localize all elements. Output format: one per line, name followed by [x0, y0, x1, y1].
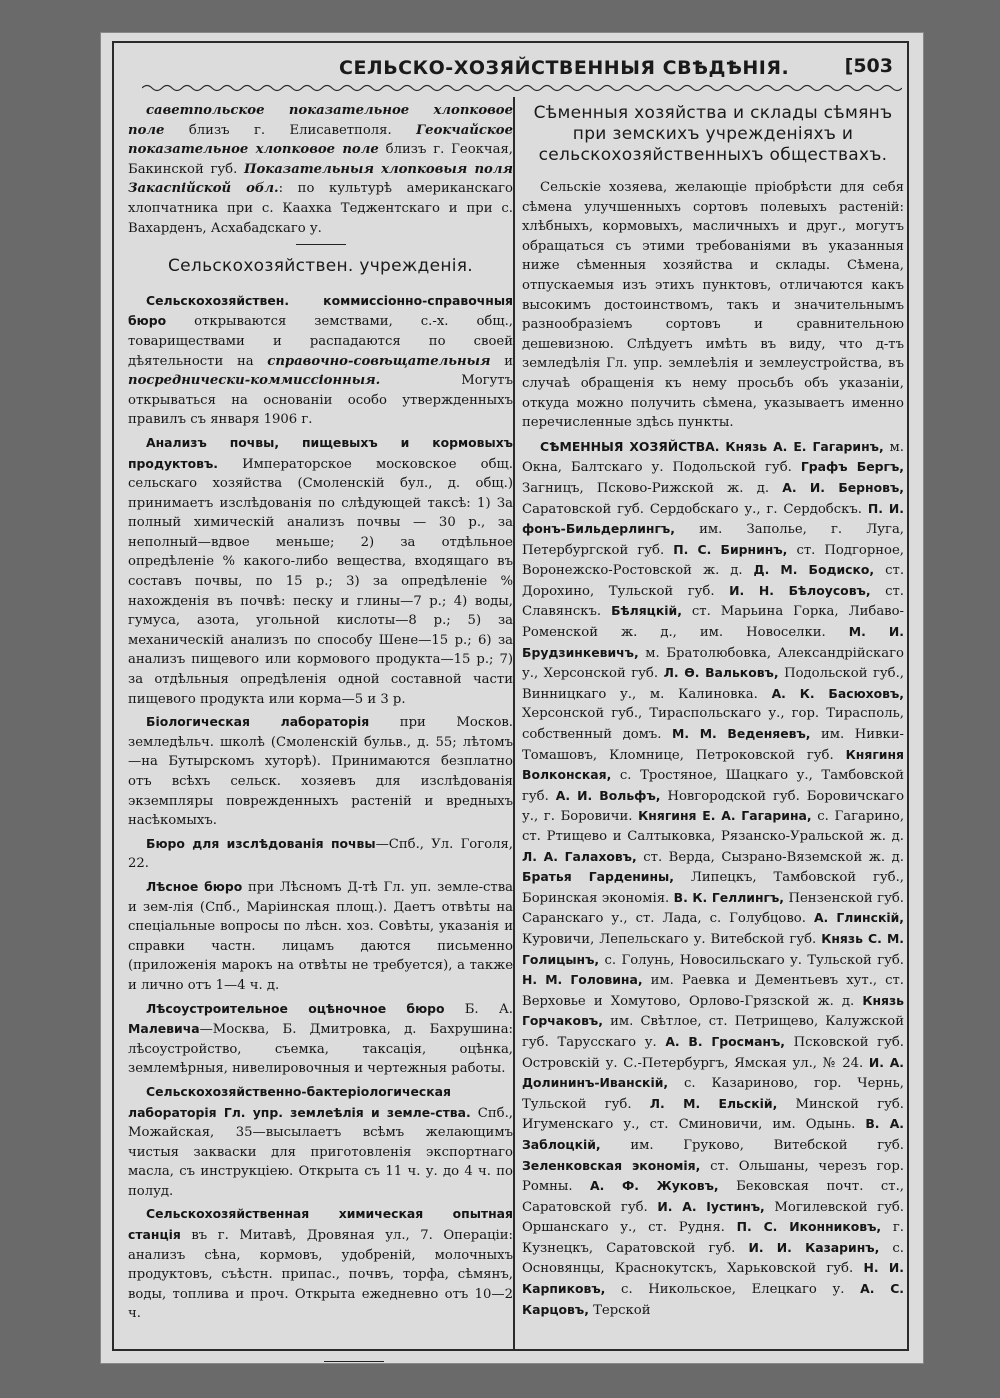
text-run: близъ г. Геокчая, Бакинской губ.: [128, 142, 513, 177]
text-run: Могутъ открываться на основаніи особо утвержденныхъ правилъ съ января 1906 г.: [128, 373, 513, 428]
italic-run: справочно-совѣщательныя: [267, 353, 491, 369]
bold-run: Сельскохозяйственная химическая опытная станція: [128, 1206, 513, 1243]
bold-run: А. С. Карцовъ,: [522, 1281, 904, 1317]
bold-run: Князь Горчаковъ,: [522, 992, 904, 1029]
text-run: ст. Славянскъ.: [522, 583, 904, 620]
text-run: ст. Верда, Сызрано-Вяземской ж. д.: [636, 849, 904, 865]
text-run: : по культурѣ американскаго хлопчатника при с. Каахка Теджентскаго и при с. Вахарденъ, Асхабадскаго у.: [128, 181, 513, 236]
text-run: ст. Дорохино, Тульской губ.: [522, 563, 905, 599]
bold-run: А. Ф. Жуковъ,: [590, 1178, 719, 1194]
intro-paragraph: [128, 101, 513, 238]
text-run: Подольской губ., Винницкаго у., м. Калиновка.: [522, 666, 904, 702]
right-intro-paragraph: Сельскіе хозяева, желающіе пріобрѣсти для себя сѣмена улучшенныхъ сортовъ полевыхъ растеній: хлѣбныхъ, кормовыхъ, масличныхъ и друг., могутъ обращаться съ этими требованіями въ указанныя ниже сѣменныя хозяйства и склады. Сѣмена, отпускаемыя изъ этихъ пунктовъ, отличаются какъ высокимъ достоинствомъ, такъ и значительнымъ разнообразіемъ сортовъ и сравнительною дешевизною. Слѣдуетъ имѣть въ виду, что д-тъ земледѣлія Гл. упр. землеѣлія и землеустройства, въ случаѣ обращенія къ нему просьбъ объ указаніи, откуда можно получить сѣмена, указываетъ именно перечисленные здѣсь пункты.: [522, 180, 904, 431]
text-run: ст. Подгорное, Воронежско-Ростовской ж. д.: [522, 542, 904, 579]
bold-run: Бюро для изслѣдованія почвы: [146, 835, 376, 851]
wavy-rule: [142, 83, 902, 93]
entry-paragraph: [128, 1204, 513, 1324]
page-number: [503: [844, 55, 893, 77]
text-run: и: [490, 353, 513, 369]
bold-run: В. К. Геллингъ,: [673, 889, 785, 905]
book-page: [101, 33, 923, 1363]
page-frame: [112, 41, 909, 1351]
bold-run: Княгиня Волконская,: [522, 746, 904, 783]
text-run: г. Кузнецкъ, Саратовской губ.: [522, 1220, 905, 1256]
bold-run: Малевича: [128, 1021, 200, 1037]
bold-run: Братья Гарденины,: [522, 869, 674, 885]
text-run: им. Свѣтлое, ст. Петрищево, Калужской губ. Тарусскаго у.: [522, 1014, 904, 1050]
text-run: Пензенской губ. Саранскаго у., ст. Лада, с. Голубцово.: [522, 890, 904, 927]
bold-run: Графъ Бергъ,: [800, 459, 904, 475]
bold-run: Княгиня Е. А. Гагарина,: [638, 808, 812, 824]
entry-paragraph: [128, 1082, 513, 1202]
text-run: при Москов. земледѣльч. школѣ (Смоленскій бульв., д. 55; лѣтомъ—на Бутырскомъ хуторѣ). Принимаются безплатно отъ всѣхъ сельск. хозяевъ для изслѣдованія экземпляры поврежденныхъ растеній и вредныхъ насѣкомыхъ.: [128, 715, 513, 829]
running-header: [114, 49, 907, 85]
text-run: Липецкъ, Тамбовской губ., Боринская экономія.: [522, 870, 904, 906]
section-title-right: Сѣменныя хозяйства и склады сѣмянъ при земскихъ учрежденіяхъ и сельскохозяйственныхъ обществахъ.: [533, 103, 893, 165]
text-run: с. Гагарино, ст. Ртищево и Салтыковка, Рязанско-Уральской ж. д.: [522, 809, 905, 844]
text-run: им. Груково, Витебской губ.: [600, 1137, 904, 1153]
text-run: ст. Ольшаны, черезъ гор. Ромны.: [522, 1158, 904, 1195]
text-run: открываются земствами, с.-х. общ., товариществами и распадаются по своей дѣятельности на: [128, 314, 513, 369]
bold-run: Л. М. Ельскій,: [649, 1095, 778, 1111]
bold-run: Сельскохозяйствен. коммиссіонно-справочныя бюро: [128, 292, 513, 329]
text-run: Бековская почт. ст., Саратовской губ.: [522, 1179, 904, 1215]
text-run: Императорское московское общ. сельскаго хозяйства (Смоленскій бул., д. общ.) принимаетъ изслѣдованія по слѣдующей таксѣ: 1) За полный химическій анализъ почвы — 30 р., за неполный—вдвое меньше; 2) за отдѣльное опредѣленіе % какого-либо вещества, входящаго въ составъ почвы, по 15 р.; 3) за опредѣленіе % нахожденія въ почвѣ: песку и глины—7 р.; 4) воды, гумуса, азота, угольной кислоты—8 р.; 5) за механическій анализъ по способу Шене—15 р.; 6) за анализъ пищевого или кормового продукта—15 р.; 7) за отдѣльныя опредѣленія одной составной части пищевого продукта или корма—5 и 3 р.: [128, 456, 513, 707]
bold-run: А. В. Гросманъ,: [665, 1033, 786, 1049]
text-run: Новгородской губ. Боровичскаго у., г. Боровичи.: [522, 788, 905, 825]
text-run: м. Окна, Балтскаго у. Подольской губ.: [522, 439, 904, 476]
text-run: Терской: [588, 1302, 651, 1318]
running-title: СЕЛЬСКО-ХОЗЯЙСТВЕННЫЯ СВѢДѢНІЯ.: [339, 57, 790, 79]
text-run: въ г. Митавѣ, Дровяная ул., 7. Операціи: анализъ сѣна, кормовъ, удобреній, молочныхъ продуктовъ, съѣстн. припас., почвъ, торфа, сѣмянъ, воды, топлива и проч. Открыта ежедневно отъ 10—2 ч.: [128, 1228, 513, 1322]
bold-run: Н. М. Головина,: [522, 972, 643, 988]
bold-run: Біологическая лабораторія: [146, 714, 370, 730]
text-run: Б. А.: [444, 1001, 513, 1017]
text-run: Херсонской губ., Тираспольскаго у., гор. Тирасполь, собственный домъ.: [522, 706, 904, 743]
bold-run: Л. Ѳ. Вальковъ,: [663, 665, 779, 681]
bold-run: СѢМЕННЫЯ ХОЗЯЙСТВА. Князь А. Е. Гагаринъ,: [540, 438, 884, 454]
text-run: им. Нивки-Томашовъ, Кломнице, Петроковской губ.: [522, 727, 904, 763]
bold-run: Лѣсоустроительное оцѣночное бюро: [146, 1000, 445, 1016]
entry-paragraph: [128, 877, 513, 996]
text-run: при Лѣсномъ Д-тѣ Гл. уп. земле-ства и зем-лія (Спб., Маріинская площ.). Даетъ отвѣты на спеціальные вопросы по лѣсн. хоз. Совѣты, указанія и справки частн. лицамъ даются письменно (приложенія марокъ на отвѣты не требуется), а также и лично отъ 1—4 ч. д.: [128, 879, 513, 993]
italic-run: Показательныя хлопковыя поля Закаспійской обл.: [128, 161, 513, 197]
bold-run: И. А. Іустинъ,: [657, 1198, 765, 1214]
bold-run: П. И. фонъ-Бильдерлингъ,: [522, 500, 904, 537]
text-run: с. Тростяное, Шацкаго у., Тамбовской губ.: [522, 768, 904, 804]
bold-run: И. А. Долининъ-Иванскій,: [522, 1054, 904, 1091]
bold-run: Н. И. Карпиковъ,: [522, 1260, 904, 1297]
text-run: близъ г. Елисаветполя.: [164, 122, 417, 138]
short-rule: [296, 244, 346, 245]
right-column: [522, 101, 904, 1320]
left-column: [128, 101, 513, 1327]
bold-run: Анализъ почвы, пищевыхъ и кормовыхъ продуктовъ.: [128, 434, 513, 471]
bold-run: Князь С. М. Голицынъ,: [522, 930, 904, 967]
bold-run: Бѣляцкій,: [611, 603, 682, 619]
entries-list: [128, 291, 513, 1324]
text-run: с. Никольское, Елецкаго у.: [605, 1282, 861, 1298]
bold-run: Д. М. Бодиско,: [753, 562, 875, 578]
bold-run: А. Глинскій,: [813, 910, 904, 926]
text-run: Куровичи, Лепельскаго у. Витебской губ.: [522, 931, 822, 947]
entry-paragraph: [128, 433, 513, 709]
section-title-left: Сельскохозяйствен. учрежденія.: [167, 256, 473, 277]
entry-paragraph: [128, 712, 513, 831]
text-run: с. Голунь, Новосильскаго у. Тульской губ.: [599, 952, 904, 968]
text-run: ст. Марьина Горка, Либаво-Роменской ж. д., им. Новоселки.: [522, 604, 905, 641]
bold-run: М. И. Брудзинкевичъ,: [522, 624, 904, 660]
text-run: —Спб., Ул. Гоголя, 22.: [128, 836, 513, 872]
text-run: м. Братолюбовка, Александрійскаго у., Херсонской губ.: [522, 645, 904, 682]
bold-run: А. И. Берновъ,: [782, 479, 904, 495]
italic-run: саветпольское показательное хлопковое поле: [128, 103, 513, 138]
bold-run: П. С. Бирнинъ,: [673, 541, 788, 557]
column-divider: [513, 97, 515, 1349]
text-run: с. Казариново, гор. Чернь, Тульской губ.: [522, 1076, 904, 1112]
bottom-rule: [324, 1361, 384, 1362]
farms-paragraph: [522, 437, 904, 1321]
bold-run: А. К. Басюховъ,: [771, 685, 904, 701]
bold-run: А. И. Вольфъ,: [555, 787, 661, 803]
bold-run: П. С. Иконниковъ,: [736, 1219, 882, 1235]
text-run: с. Основянцы, Краснокутскъ, Харьковской губ.: [522, 1240, 904, 1277]
text-run: им. Раевка и Дементьевъ хут., ст. Верховье и Хомутово, Орлово-Грязской ж. д.: [522, 973, 904, 1009]
bold-run: Зеленковская экономія,: [522, 1157, 701, 1173]
text-run: Загницъ, Псково-Рижской ж. д.: [522, 480, 783, 496]
entry-paragraph: [128, 999, 513, 1079]
entry-paragraph: [128, 834, 513, 874]
text-run: Спб., Можайская, 35—высылаетъ всѣмъ желающимъ чистыя закваски для приготовленія экспортнаго масла, съ инструкціею. Открыта съ 11 ч. у. до 4 ч. по полуд.: [128, 1105, 513, 1199]
bold-run: Лѣсное бюро: [146, 878, 243, 894]
bold-run: И. И. Казаринъ,: [748, 1239, 880, 1255]
bold-run: И. Н. Бѣлоусовъ,: [729, 582, 871, 598]
italic-run: Геокчайское показательное хлопковое поле: [128, 122, 513, 158]
bold-run: Л. А. Галаховъ,: [522, 848, 637, 864]
entry-paragraph: [128, 291, 513, 430]
text-run: Минской губ. Игуменскаго у., ст. Сминовичи, им. Одынь.: [522, 1096, 904, 1133]
text-run: —Москва, Б. Дмитровка, д. Бахрушина: лѣсоустройство, съемка, таксація, оцѣнка, землемѣрныя, нивелировочныя и чертежныя работы.: [128, 1022, 513, 1077]
text-run: Псковской губ. Островскій у. С.-Петербургъ, Ямская ул., № 24.: [522, 1034, 904, 1071]
bold-run: В. А. Заблоцкій,: [522, 1116, 904, 1152]
text-run: им. Заполье, г. Луга, Петербургской губ.: [522, 522, 904, 558]
bold-run: Сельскохозяйственно-бактеріологическая лабораторія Гл. упр. землеѣлія и земле-ства.: [128, 1083, 471, 1120]
bold-run: М. М. Веденяевъ,: [672, 726, 811, 742]
text-run: Саратовской губ. Сердобскаго у., г. Сердобскъ.: [522, 501, 868, 517]
italic-run: посреднически-коммиссіонныя.: [128, 373, 381, 389]
text-run: Могилевской губ. Оршанскаго у., ст. Рудня.: [522, 1199, 904, 1236]
